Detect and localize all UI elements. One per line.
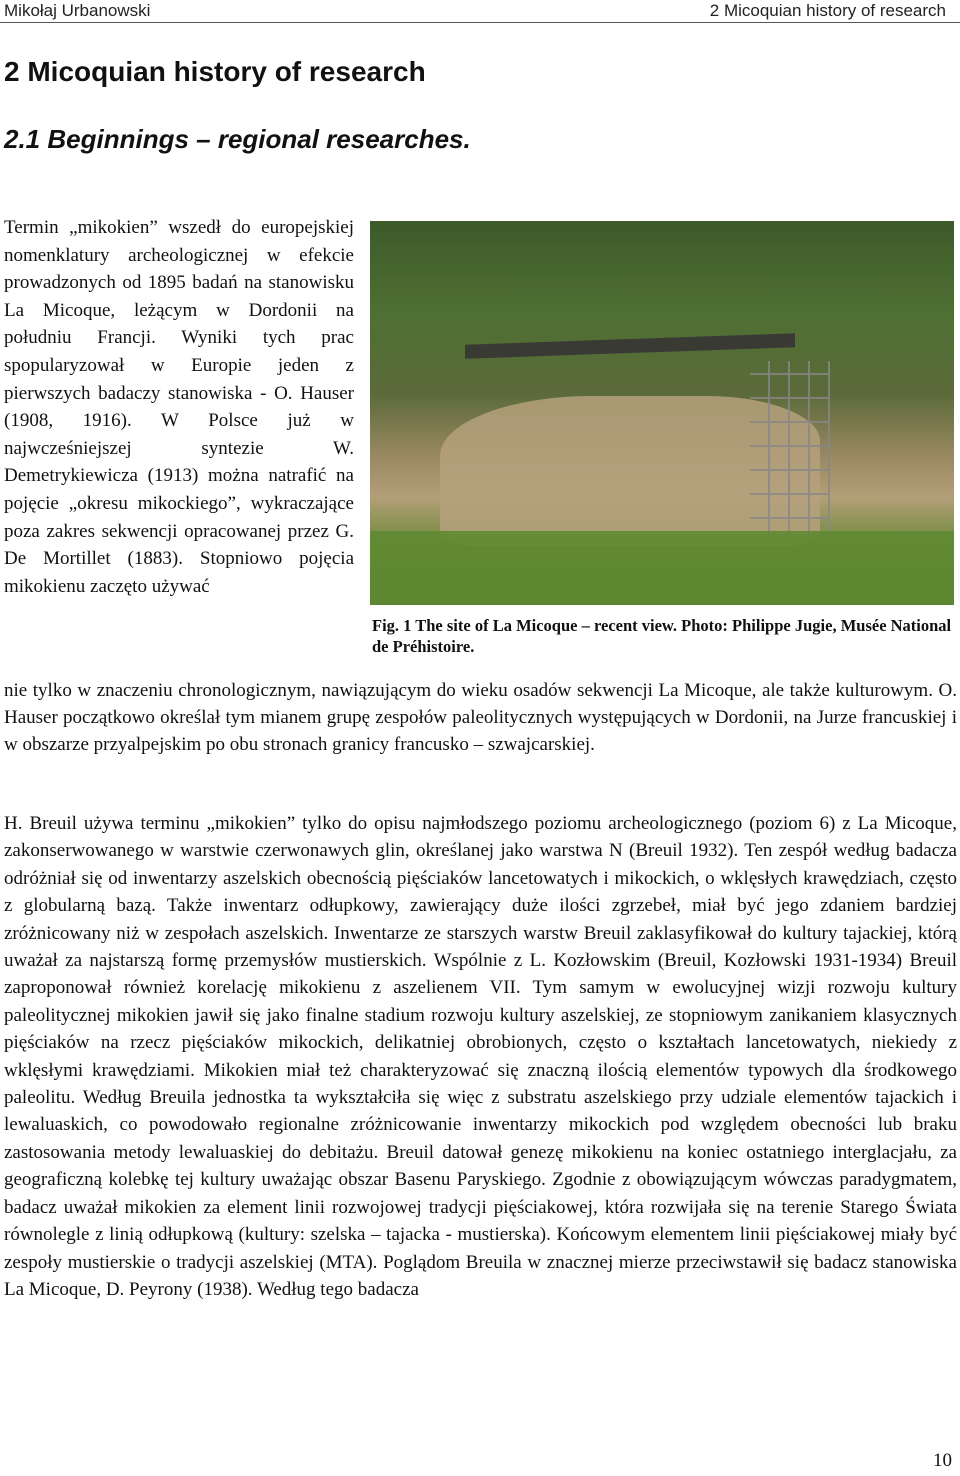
running-header [0,0,960,23]
continuation-paragraph: nie tylko w znaczeniu chronologicznym, nawiązującym do wieku osadów sekwencji La Micoque, ale także kulturowym. O. Hauser początkowo określał tym mianem grupę zespołów paleolitycznych występujących w Dordonii, na Jurze francuskiej i w obszarze przyalpejskim po obu stronach granicy francusko – szwajcarskiej. [4,680,957,755]
grass-foreground [370,531,954,605]
header-section: 2 Micoquian history of research [709,1,946,20]
chapter-title: 2 Micoquian history of research [4,56,426,87]
header-author: Mikołaj Urbanowski [4,1,151,20]
lead-paragraph: Termin „mikokien” wszedł do europejskiej nomenklatury archeologicznej w efekcie prowadzonych od 1895 badań na stanowisku La Micoque, leżącym w Dordonii na południu Francji. Wyniki tych prac spopularyzował w Europie jeden z pierwszych badaczy stanowiska - O. Hauser (1908, 1916). W Polsce już w najwcześniejszej syntezie W. Demetrykiewicza (1913) można natrafić na pojęcie „okresu mikockiego”, wykraczające poza zakres sekwencji opracowanej przez G. De Mortillet (1883). Stopniowo pojęcia mikokienu zaczęto używać [4,217,354,597]
scaffolding [750,361,830,541]
page-number: 10 [933,1450,952,1471]
section-title: 2.1 Beginnings – regional researches. [4,124,471,154]
shelter-roof [465,333,795,359]
body-paragraph: H. Breuil używa terminu „mikokien” tylko do opisu najmłodszego poziomu archeologicznego (poziom 6) z La Micoque, zakonserwowanego w warstwie czerwonawych glin, określanej jako warstwa N (Breuil 1932). Ten zespół według badacza odróżniał się od inwentarzy aszelskich obecnością pięściaków lancetowatych i mikockich, o wklęsłych krawędziach, często z globularną bazą. Także inwentarz odłupkowy, zawierający duże ilości zgrzebeł, miał być jego zdaniem bardziej zróżnicowany niż w zespołach aszelskich. Inwentarze ze starszych warstw Breuil zaklasyfikował do kultury tajackiej, którą uważał za najstarszą formę przemysłów mustierskich. Wspólnie z L. Kozłowskim (Breuil, Kozłowski 1931-1934) Breuil zaproponował również korelację mikokienu z aszelienem VII. Tym samym w ewolucyjnej wizji rozwoju kultury paleolitycznej mikokien jawił się jako finalne stadium rozwoju kultury aszelskiej, ze stopniowym zanikaniem klasycznych pięściaków na rzecz pięściaków mikockich, delikatniej obrobionych, często o kształtach lancetowatych, niekiedy z wklęsłymi krawędziami. Mikokien miał też charakteryzować się znaczną ilością elementów typowych dla środkowego paleolitu. Według Breuila jednostka ta wykształciła się więc z substratu aszelskiego przy udziale elementów tajackich i lewaluaskich, co powodowało regionalne zróżnicowanie inwentarzy mikockich pod względem obecności lub braku zastosowania metody lewaluaskiej do debitażu. Breuil datował genezę mikokienu na koniec ostatniego interglacjału, za geograficzną kolebkę tej kultury uważając obszar Basenu Paryskiego. Zgodnie z obowiązującym wówczas paradygmatem, badacz uważał mikokien za element linii rozwojowej tradycji pięściakowej, która rozwijała się na terenie Starego Świata równolegle z linią odłupkową (kultury: szelska – tajacka - mustierska). Końcowym elementem linii pięściakowej miały być zespoły mustierskie o tradycji aszelskiej (MTA). Poglądom Breuila w znacznej mierze przeciwstawił się badacz stanowiska La Micoque, D. Peyrony (1938). Według tego badacza [4,813,957,1300]
figure-caption: Fig. 1 The site of La Micoque – recent view. Photo: Philippe Jugie, Musée National de Préhistoire. [372,616,952,656]
site-photo [370,221,954,605]
